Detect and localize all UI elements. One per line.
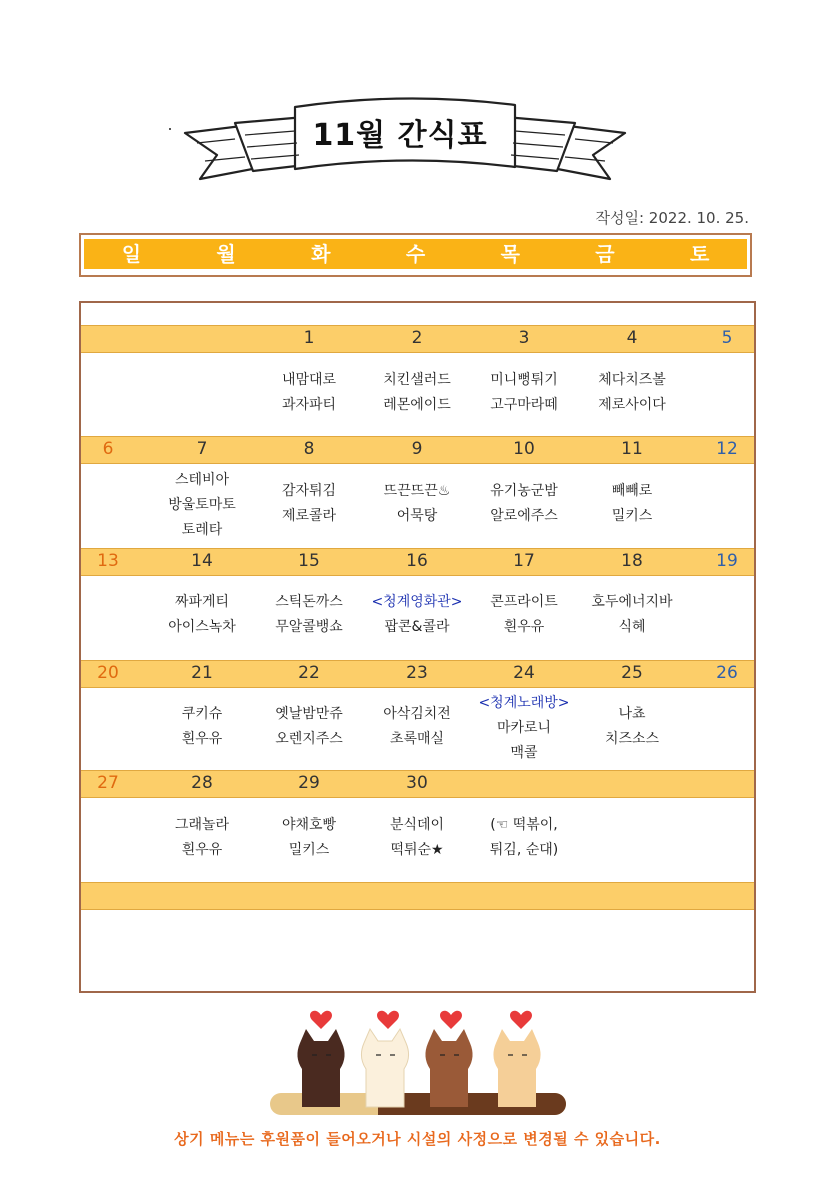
snack-item: 과자파티 [281,397,337,413]
weekday-fri: 금 [595,242,615,266]
day-number: 28 [191,773,213,793]
page-title: 11월 간식표 [312,118,488,153]
snack-item: 뜨끈뜨끈♨ [383,483,451,499]
day-number: 23 [406,663,428,683]
snack-item: 콘프라이트 [490,594,558,610]
day-number: 16 [406,551,428,571]
snack-item: 레몬에이드 [383,397,451,413]
snack-item: 식혜 [618,619,646,635]
day-number: 24 [513,663,535,683]
snack-cell [362,368,472,418]
snack-cell [469,368,579,418]
weekday-tue: 화 [311,242,331,266]
snack-item: 초록매실 [389,731,445,747]
snack-item: 알로에주스 [490,508,558,524]
snack-item: 빼빼로 [611,483,653,499]
day-number: 25 [621,663,643,683]
snack-cell [469,590,579,640]
snack-item: 아삭김치전 [383,706,451,722]
cats-on-bar-icon [268,995,568,1120]
snack-item: 옛날밤만쥬 [275,706,343,722]
snack-cell [147,702,257,752]
snack-item: 토레타 [181,522,223,538]
snack-cell [469,813,579,863]
snack-cell [577,479,687,529]
stray-dot [169,128,171,130]
weekday-sun: 일 [121,242,142,266]
snack-cell [577,702,687,752]
snack-item: 흰우유 [181,731,223,747]
snack-cell [254,590,364,640]
snack-item: 맥콜 [510,745,538,761]
day-number: 17 [513,551,535,571]
snack-item: 밀키스 [611,508,653,524]
day-number: 2 [411,328,423,348]
snack-item: 분식데이 [389,817,445,833]
snack-item: (☜ 떡볶이, [490,817,558,833]
snack-item: 흰우유 [503,619,545,635]
snack-item: 감자튀김 [281,483,337,499]
snack-item: 아이스녹차 [168,619,236,635]
notice-text: 상기 메뉴는 후원품이 들어오거나 시설의 사정으로 변경될 수 있습니다. [174,1130,661,1148]
snack-item: 짜파게티 [174,594,230,610]
day-number: 22 [298,663,320,683]
snack-item: 쿠키슈 [181,706,223,722]
snack-item: 체다치즈볼 [598,372,666,388]
day-number: 20 [97,663,119,683]
snack-item: 흰우유 [181,842,223,858]
snack-item: <청계영화관> [371,594,463,610]
weekday-sat: 토 [690,242,710,266]
day-number: 14 [191,551,213,571]
day-number: 21 [191,663,213,683]
snack-item: 나쵸 [618,706,646,722]
snack-item: 마카로니 [496,720,552,736]
snack-item: 치즈소스 [604,731,660,747]
snack-item: 미니뻥튀기 [490,372,558,388]
day-number: 30 [406,773,428,793]
day-number: 13 [97,551,119,571]
heart-icon [310,1011,532,1029]
snack-item: 어묵탕 [396,508,438,524]
snack-item: 스테비아 [174,472,230,488]
snack-cell [254,813,364,863]
day-number: 10 [513,439,535,459]
snack-cell [147,813,257,863]
snack-item: <청계노래방> [478,695,570,711]
snack-calendar [79,301,756,993]
snack-cell [147,468,257,543]
weekday-wed: 수 [405,242,426,266]
snack-cell [362,813,472,863]
snack-cell [362,479,472,529]
snack-cell [147,590,257,640]
day-number: 27 [97,773,119,793]
day-number: 6 [102,439,114,459]
snack-cell [254,479,364,529]
day-number: 7 [196,439,208,459]
day-number: 15 [298,551,320,571]
snack-item: 야채호빵 [281,817,337,833]
snack-cell [254,702,364,752]
snack-cell [469,691,579,766]
day-number: 18 [621,551,643,571]
date-band [81,882,754,910]
snack-item: 제로콜라 [281,508,337,524]
snack-item: 밀키스 [288,842,330,858]
snack-cell [362,590,472,640]
snack-cell [469,479,579,529]
day-number: 4 [626,328,638,348]
snack-item: 유기농군밤 [490,483,558,499]
snack-item: 무알콜뱅쇼 [275,619,343,635]
snack-cell [577,590,687,640]
day-number: 29 [298,773,320,793]
snack-item: 스틱돈까스 [275,594,343,610]
snack-item: 치킨샐러드 [383,372,451,388]
snack-item: 내맘대로 [281,372,337,388]
date-label: 작성일: 2022. 10. 25. [595,209,749,227]
snack-cell [362,702,472,752]
snack-item: 그래놀라 [174,817,230,833]
snack-item: 떡튀순★ [390,842,444,858]
day-number: 8 [303,439,315,459]
day-number: 3 [518,328,530,348]
day-number: 19 [716,551,738,571]
snack-item: 고구마라떼 [490,397,558,413]
snack-cell [254,368,364,418]
snack-item: 호두에너지바 [591,594,673,610]
snack-item: 제로사이다 [598,397,666,413]
weekday-mon: 월 [216,242,236,266]
day-number: 9 [411,439,423,459]
weekday-thu: 목 [500,242,520,266]
day-number: 1 [303,328,315,348]
snack-item: 팝콘&콜라 [384,619,450,635]
snack-item: 튀김, 순대) [489,842,559,858]
day-number: 5 [721,328,733,348]
weekday-header [79,233,752,277]
snack-item: 방울토마토 [168,497,236,513]
day-number: 12 [716,439,738,459]
snack-cell [577,368,687,418]
day-number: 26 [716,663,738,683]
snack-item: 오렌지주스 [275,731,343,747]
day-number: 11 [621,439,643,459]
